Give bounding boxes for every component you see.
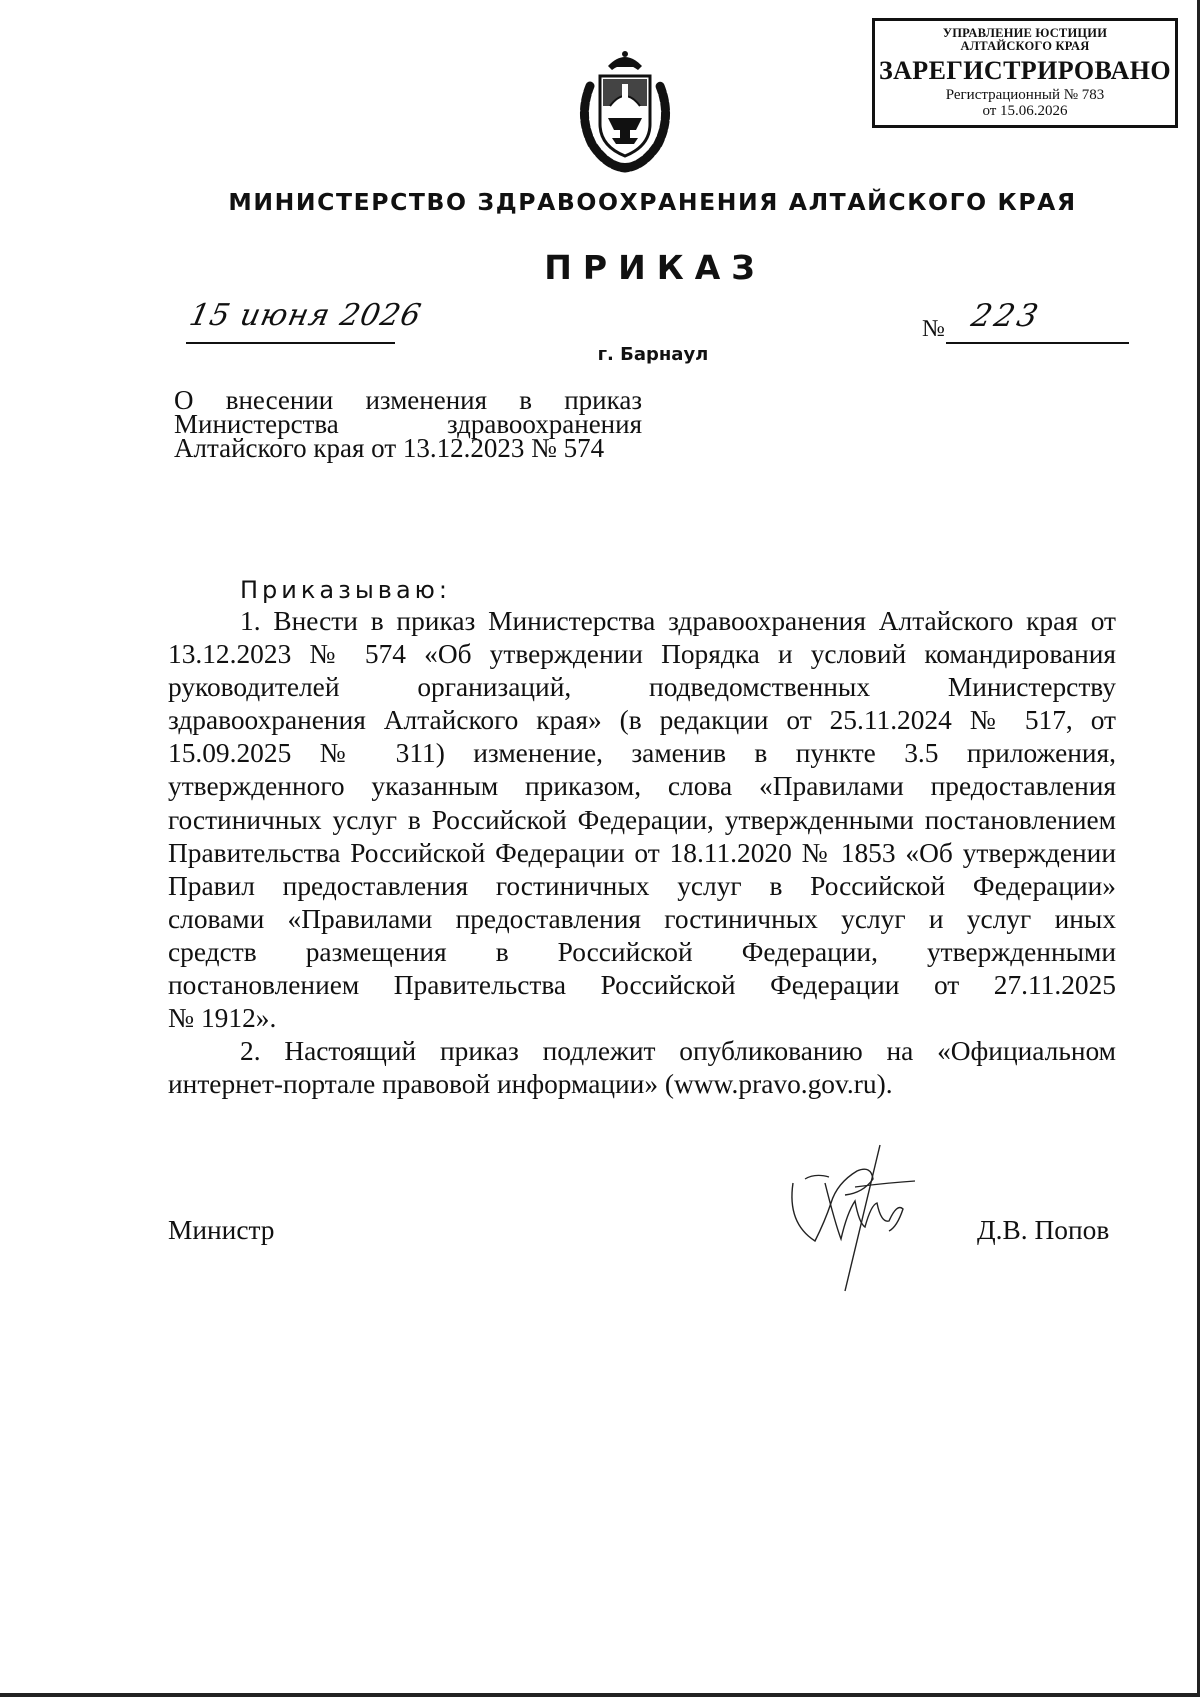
city: г. Барнаул — [597, 344, 709, 365]
subject-line: Алтайского края от 13.12.2023 № 574 — [174, 433, 605, 463]
registration-stamp — [872, 18, 1178, 128]
body-line: 15.09.2025 № 311) изменение, заменив в пункте 3.5 приложения, — [168, 738, 1116, 769]
number-sign: № — [922, 316, 945, 342]
page-edge-bottom — [0, 1693, 1200, 1697]
stamp-status: ЗАРЕГИСТРИРОВАНО — [879, 56, 1171, 86]
body-line: постановлением Правительства Российской Федерации от 27.11.2025 — [168, 970, 1116, 1001]
body-line: Правил предоставления гостиничных услуг в Российской Федерации» — [168, 870, 1116, 901]
document-body — [168, 605, 1116, 1101]
body-line: гостиничных услуг в Российской Федерации, утвержденными постановлением — [168, 804, 1116, 835]
stamp-reg-number: Регистрационный № 783 — [945, 86, 1105, 103]
subject-line: Министерства здравоохранения — [174, 409, 642, 439]
body-line: 2. Настоящий приказ подлежит опубликованию на «Официальном — [240, 1036, 1116, 1067]
body-line: словами «Правилами предоставления гостиничных услуг и услуг иных — [168, 903, 1116, 934]
handwritten-signature-icon — [785, 1143, 920, 1293]
body-line: интернет-портале правовой информации» (www.pravo.gov.ru). — [168, 1069, 893, 1100]
ministry-name: МИНИСТЕРСТВО ЗДРАВООХРАНЕНИЯ АЛТАЙСКОГО КРАЯ — [228, 188, 1077, 216]
body-line: утвержденного указанным приказом, слова «Правилами предоставления — [168, 771, 1116, 802]
subject-line: О внесении изменения в приказ — [174, 385, 642, 415]
body-line: № 1912». — [168, 1003, 277, 1034]
handwritten-date: 15 июня 2026 — [186, 298, 425, 333]
body-line: Правительства Российской Федерации от 18.11.2020 № 1853 «Об утверждении — [168, 837, 1116, 868]
body-line: 1. Внести в приказ Министерства здравоохранения Алтайского края от — [240, 606, 1116, 636]
body-line: средств размещения в Российской Федерации, утвержденными — [168, 936, 1116, 967]
body-line: здравоохранения Алтайского края» (в редакции от 25.11.2024 № 517, от — [168, 705, 1116, 736]
decree-word: Приказываю: — [240, 576, 451, 604]
signatory-title: Министр — [168, 1215, 275, 1245]
coat-of-arms-icon — [570, 46, 680, 174]
document-type: ПРИКАЗ — [544, 248, 766, 287]
document-subject — [174, 385, 642, 463]
stamp-organization: УПРАВЛЕНИЕ ЮСТИЦИИ АЛТАЙСКОГО КРАЯ — [942, 26, 1108, 54]
body-line: 13.12.2023 № 574 «Об утверждении Порядка и условий командирования — [168, 639, 1116, 670]
handwritten-number: 223 — [968, 298, 1044, 334]
signatory-name: Д.В. Попов — [977, 1215, 1110, 1245]
stamp-reg-date: от 15.06.2026 — [982, 103, 1068, 120]
body-line: руководителей организаций, подведомственных Министерству — [168, 672, 1116, 703]
